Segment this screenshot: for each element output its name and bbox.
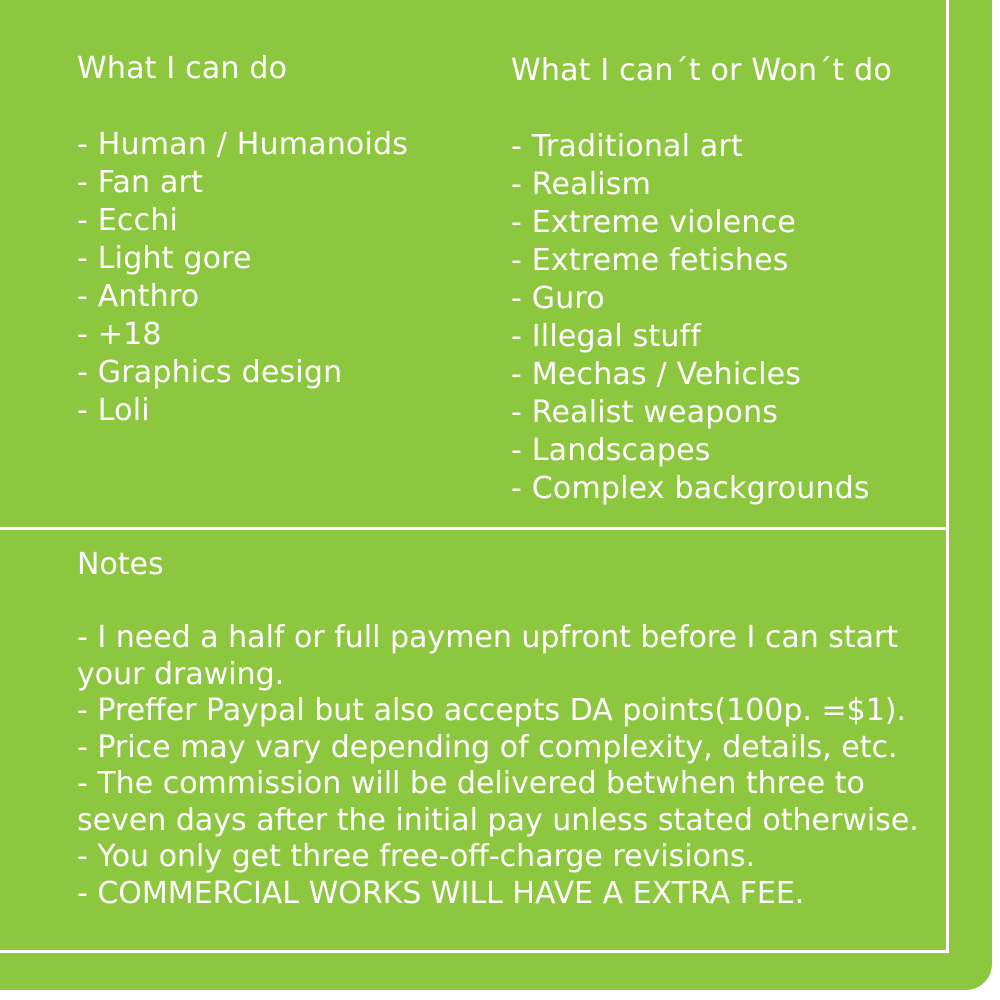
notes-heading: Notes	[77, 547, 164, 582]
horizontal-divider	[0, 527, 949, 530]
list-item: - Extreme violence	[511, 205, 796, 240]
vertical-divider-bottom	[946, 528, 949, 950]
cant-do-section	[511, 52, 892, 508]
list-item: - Human / Humanoids	[77, 127, 409, 162]
note-line: seven days after the initial pay unless stated otherwise.	[77, 802, 919, 838]
list-item: - Graphics design	[77, 355, 343, 390]
vertical-divider-top	[946, 0, 949, 528]
list-item: - Guro	[511, 281, 605, 316]
bottom-divider	[0, 950, 949, 953]
can-do-section	[77, 50, 408, 430]
can-do-list	[77, 126, 408, 430]
list-item: - Anthro	[77, 279, 200, 314]
list-item: - Fan art	[77, 165, 204, 200]
list-item: - Traditional art	[511, 129, 743, 164]
note-line: - I need a half or full paymen upfront before I can start	[77, 620, 899, 655]
cant-do-list	[511, 128, 892, 508]
cant-do-heading: What I can´t or Won´t do	[511, 53, 892, 88]
note-line: - Price may vary depending of complexity, details, etc.	[77, 729, 898, 765]
note-line: - Preffer Paypal but also accepts DA points(100p. =$1).	[77, 693, 907, 728]
list-item: - Illegal stuff	[511, 319, 702, 354]
notes-section	[77, 546, 937, 912]
list-item: - Complex backgrounds	[511, 471, 870, 506]
note-line: your drawing.	[77, 656, 285, 692]
list-item: - Mechas / Vehicles	[511, 357, 802, 392]
note-line: - The commission will be delivered betwhen three to	[77, 766, 865, 801]
list-item: - Light gore	[77, 241, 252, 276]
list-item: - Realist weapons	[511, 395, 779, 430]
list-item: - Loli	[77, 393, 150, 428]
list-item: - Realism	[511, 167, 652, 202]
note-line: - You only get three free-off-charge revisions.	[77, 839, 756, 874]
can-do-heading: What I can do	[77, 51, 288, 86]
notes-list	[77, 620, 937, 912]
list-item: - +18	[77, 317, 162, 352]
list-item: - Ecchi	[77, 203, 179, 238]
list-item: - Extreme fetishes	[511, 243, 789, 278]
note-line: - COMMERCIAL WORKS WILL HAVE A EXTRA FEE.	[77, 875, 805, 911]
list-item: - Landscapes	[511, 433, 711, 468]
